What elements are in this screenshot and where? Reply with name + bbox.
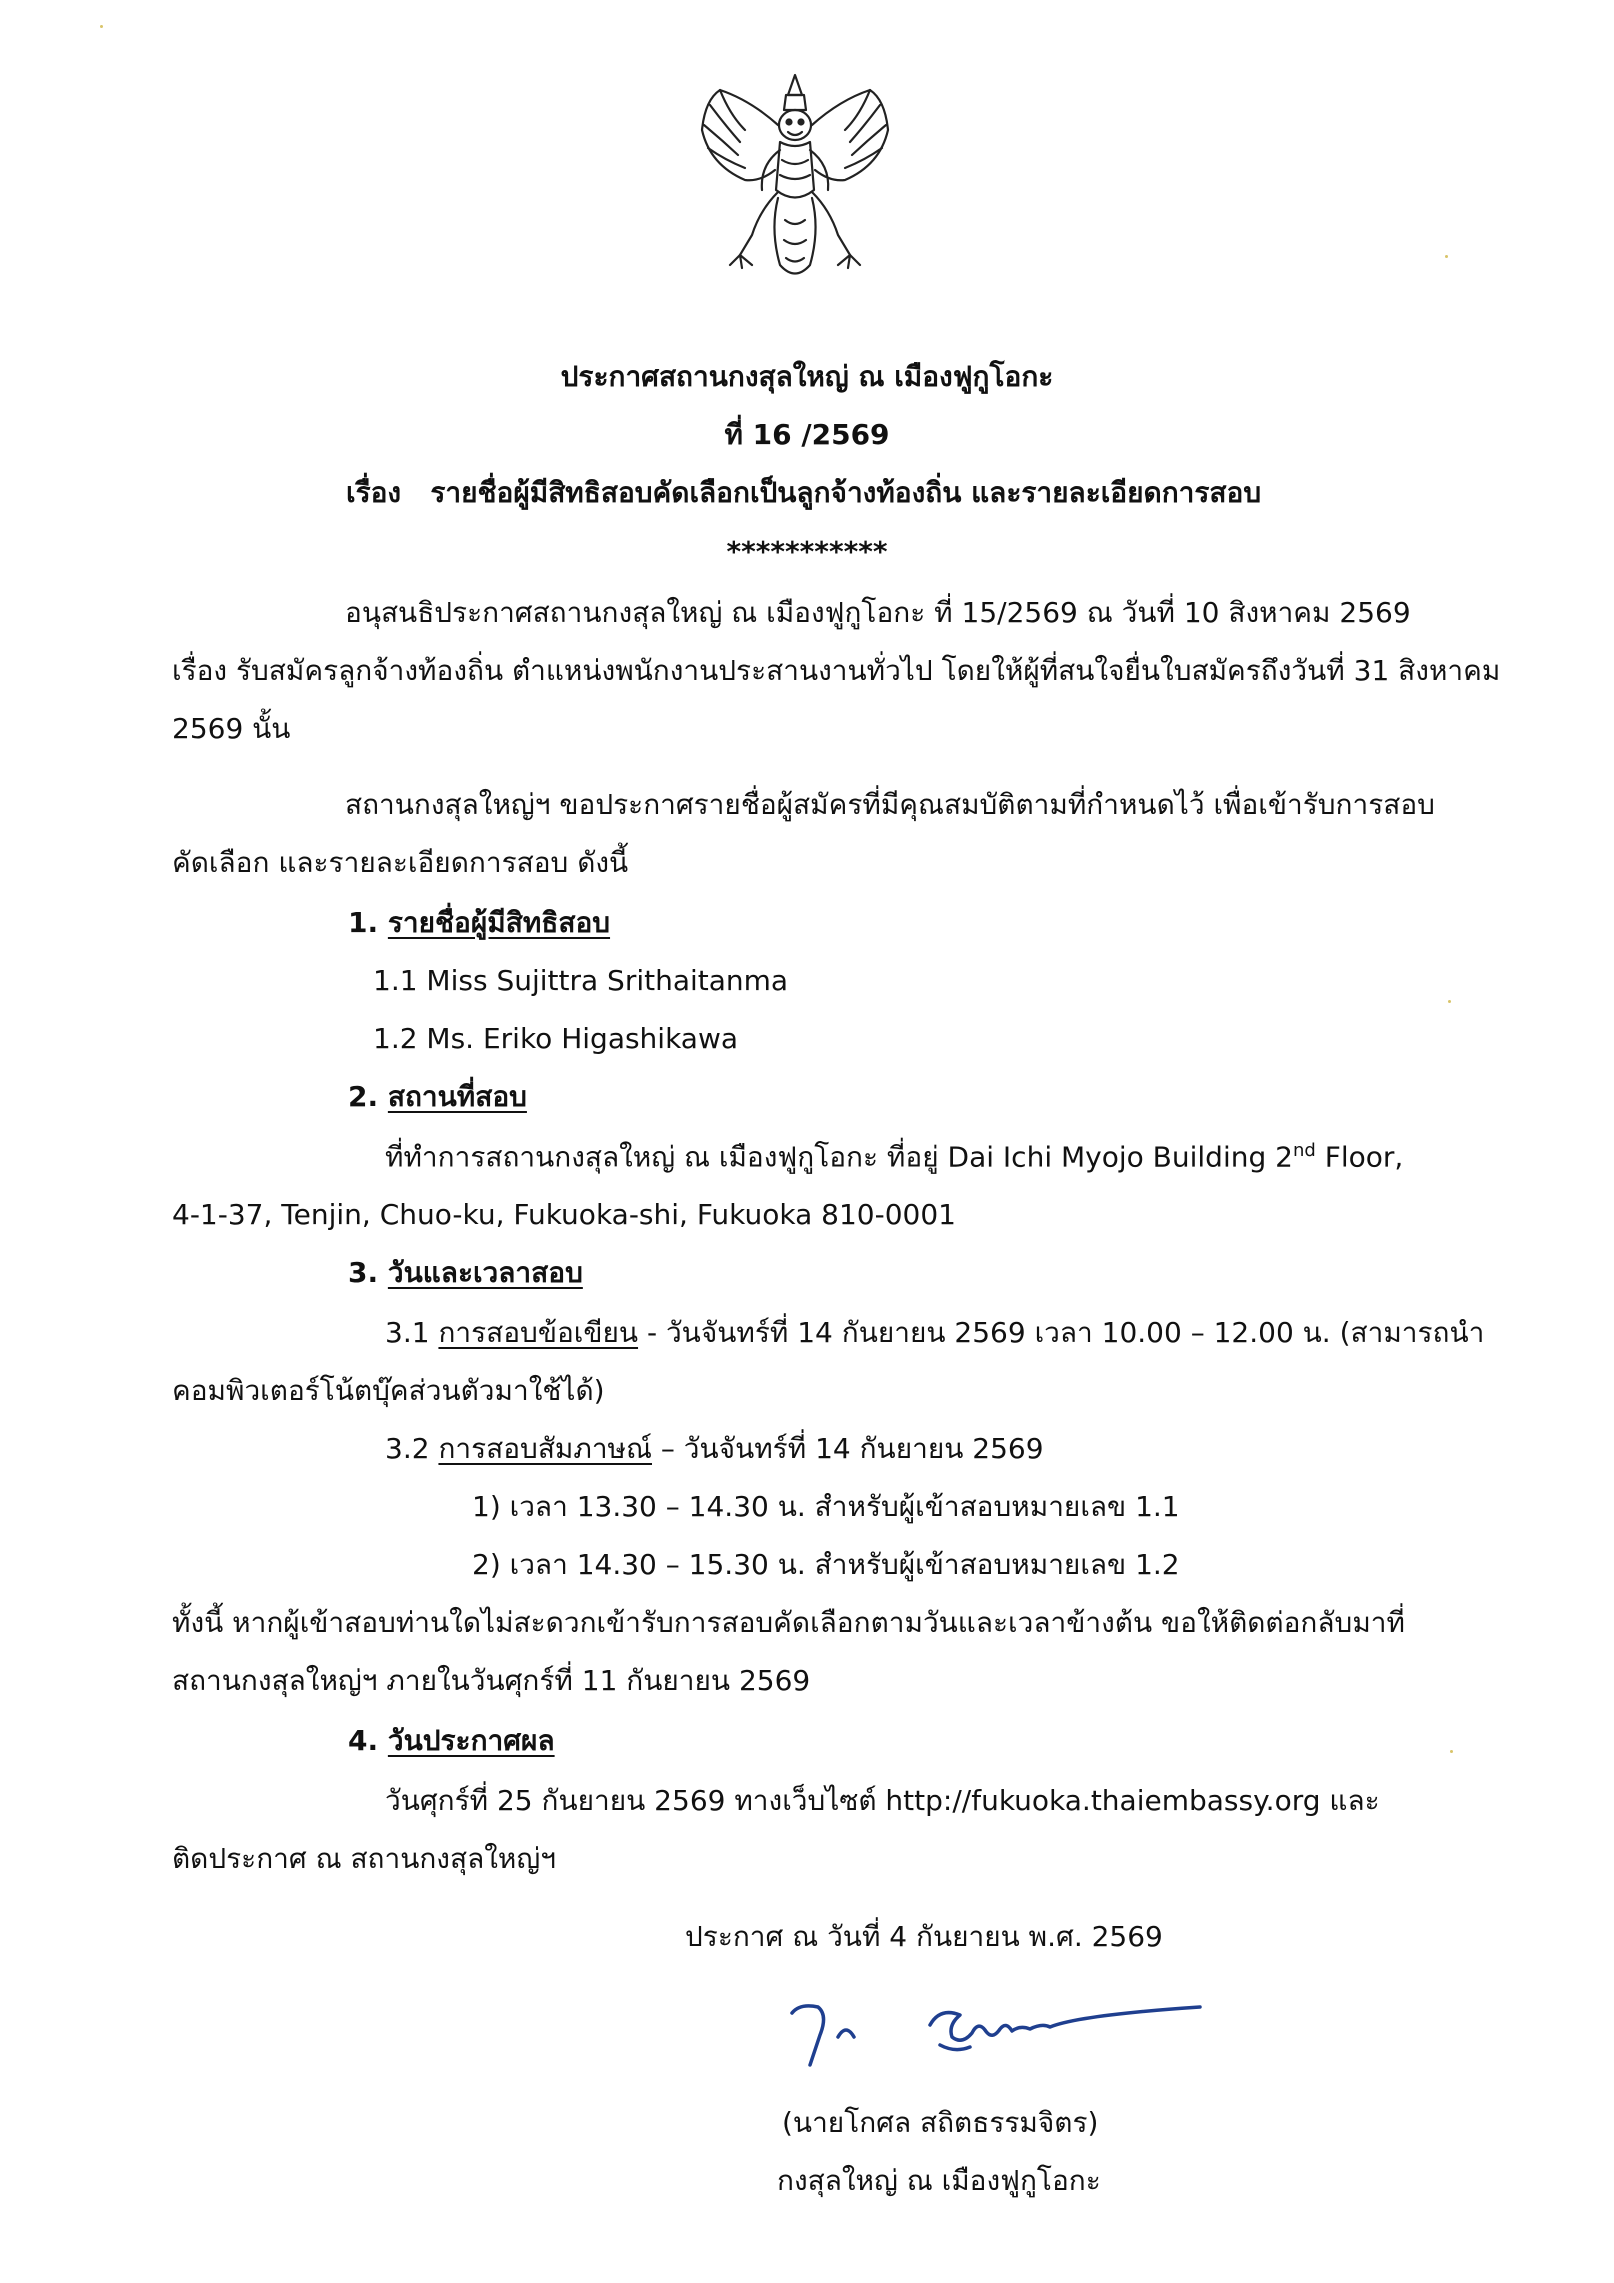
written-exam-text: - วันจันทร์ที่ 14 กันยายน 2569 เวลา 10.00 – 12.00 น. (สามารถนำ — [638, 1316, 1485, 1349]
scan-speck — [1445, 255, 1448, 258]
section-4-heading — [348, 1724, 555, 1758]
signatory-name: (นายโกศล สถิตธรรมจิตร) — [782, 2106, 1099, 2139]
section-2-heading — [348, 1080, 527, 1114]
section-1-number: 1. — [348, 906, 379, 939]
separator-stars: *********** — [726, 535, 888, 568]
interview-title: การสอบสัมภาษณ์ — [438, 1432, 652, 1465]
interview-text: – วันจันทร์ที่ 14 กันยายน 2569 — [652, 1432, 1044, 1465]
interview-slot-2: 2) เวลา 14.30 – 15.30 น. สำหรับผู้เข้าสอบหมายเลข 1.2 — [472, 1548, 1180, 1581]
venue-floor: Floor, — [1315, 1140, 1404, 1174]
subject-line — [346, 476, 1261, 510]
section-3-title: วันและเวลาสอบ — [387, 1256, 583, 1289]
note-line-2: สถานกงสุลใหญ่ฯ ภายในวันศุกร์ที่ 11 กันยายน 2569 — [172, 1664, 811, 1697]
intro-line-2: เรื่อง รับสมัครลูกจ้างท้องถิ่น ตำแหน่งพนักงานประสานงานทั่วไป โดยให้ผู้ที่สนใจยื่นใบสมัครถึงวันที่ 31 สิงหาคม — [172, 654, 1501, 687]
scan-speck — [1450, 1750, 1453, 1753]
written-exam-line-2: คอมพิวเตอร์โน้ตบุ๊คส่วนตัวมาใช้ได้) — [172, 1374, 605, 1407]
subject-label: เรื่อง — [346, 476, 402, 509]
signature-image — [780, 1985, 1210, 2075]
section-2-title: สถานที่สอบ — [387, 1080, 527, 1113]
interview-number: 3.2 — [385, 1432, 439, 1465]
candidate-item: 1.1 Miss Sujittra Srithaitanma — [373, 964, 789, 997]
signatory-position: กงสุลใหญ่ ณ เมืองฟูกูโอกะ — [777, 2164, 1101, 2197]
written-exam-line — [385, 1316, 1484, 1350]
scan-speck — [1448, 1000, 1451, 1003]
result-line-1: วันศุกร์ที่ 25 กันยายน 2569 ทางเว็บไซต์ http://fukuoka.thaiembassy.org และ — [385, 1784, 1380, 1817]
section-4-title: วันประกาศผล — [387, 1724, 555, 1757]
section-1-heading — [348, 906, 610, 940]
intro-line-1: อนุสนธิประกาศสถานกงสุลใหญ่ ณ เมืองฟูกูโอกะ ที่ 15/2569 ณ วันที่ 10 สิงหาคม 2569 — [345, 596, 1411, 629]
scan-speck — [100, 25, 103, 28]
result-line-2: ติดประกาศ ณ สถานกงสุลใหญ่ฯ — [172, 1842, 556, 1875]
announce-line-2: คัดเลือก และรายละเอียดการสอบ ดังนี้ — [172, 846, 629, 879]
candidate-item: 1.2 Ms. Eriko Higashikawa — [373, 1022, 739, 1055]
venue-line-2: 4-1-37, Tenjin, Chuo-ku, Fukuoka-shi, Fukuoka 810-0001 — [172, 1198, 956, 1231]
interview-slot-1: 1) เวลา 13.30 – 14.30 น. สำหรับผู้เข้าสอบหมายเลข 1.1 — [472, 1490, 1180, 1523]
section-3-number: 3. — [348, 1256, 379, 1289]
garuda-emblem — [690, 70, 900, 285]
venue-sup: nd — [1292, 1140, 1316, 1161]
section-3-heading — [348, 1256, 583, 1290]
written-exam-title: การสอบข้อเขียน — [438, 1316, 639, 1349]
venue-text: ที่ทำการสถานกงสุลใหญ่ ณ เมืองฟูกูโอกะ ที่อยู่ Dai Ichi Myojo Building 2 — [385, 1140, 1293, 1174]
section-2-number: 2. — [348, 1080, 379, 1113]
venue-line-1 — [385, 1140, 1403, 1174]
intro-line-3: 2569 นั้น — [172, 712, 291, 745]
written-exam-number: 3.1 — [385, 1316, 439, 1349]
announcement-date: ประกาศ ณ วันที่ 4 กันยายน พ.ศ. 2569 — [685, 1920, 1163, 1953]
section-4-number: 4. — [348, 1724, 379, 1757]
announcement-number: ที่ 16 /2569 — [724, 418, 890, 451]
interview-line — [385, 1432, 1044, 1466]
announce-line-1: สถานกงสุลใหญ่ฯ ขอประกาศรายชื่อผู้สมัครที่มีคุณสมบัติตามที่กำหนดไว้ เพื่อเข้ารับการสอบ — [345, 788, 1435, 821]
note-line-1: ทั้งนี้ หากผู้เข้าสอบท่านใดไม่สะดวกเข้ารับการสอบคัดเลือกตามวันและเวลาข้างต้น ขอให้ติดต่อกลับมาที่ — [172, 1606, 1405, 1639]
announcement-title: ประกาศสถานกงสุลใหญ่ ณ เมืองฟูกูโอกะ — [560, 360, 1054, 393]
subject-text: รายชื่อผู้มีสิทธิสอบคัดเลือกเป็นลูกจ้างท้องถิ่น และรายละเอียดการสอบ — [430, 476, 1262, 509]
section-1-title: รายชื่อผู้มีสิทธิสอบ — [387, 906, 611, 939]
